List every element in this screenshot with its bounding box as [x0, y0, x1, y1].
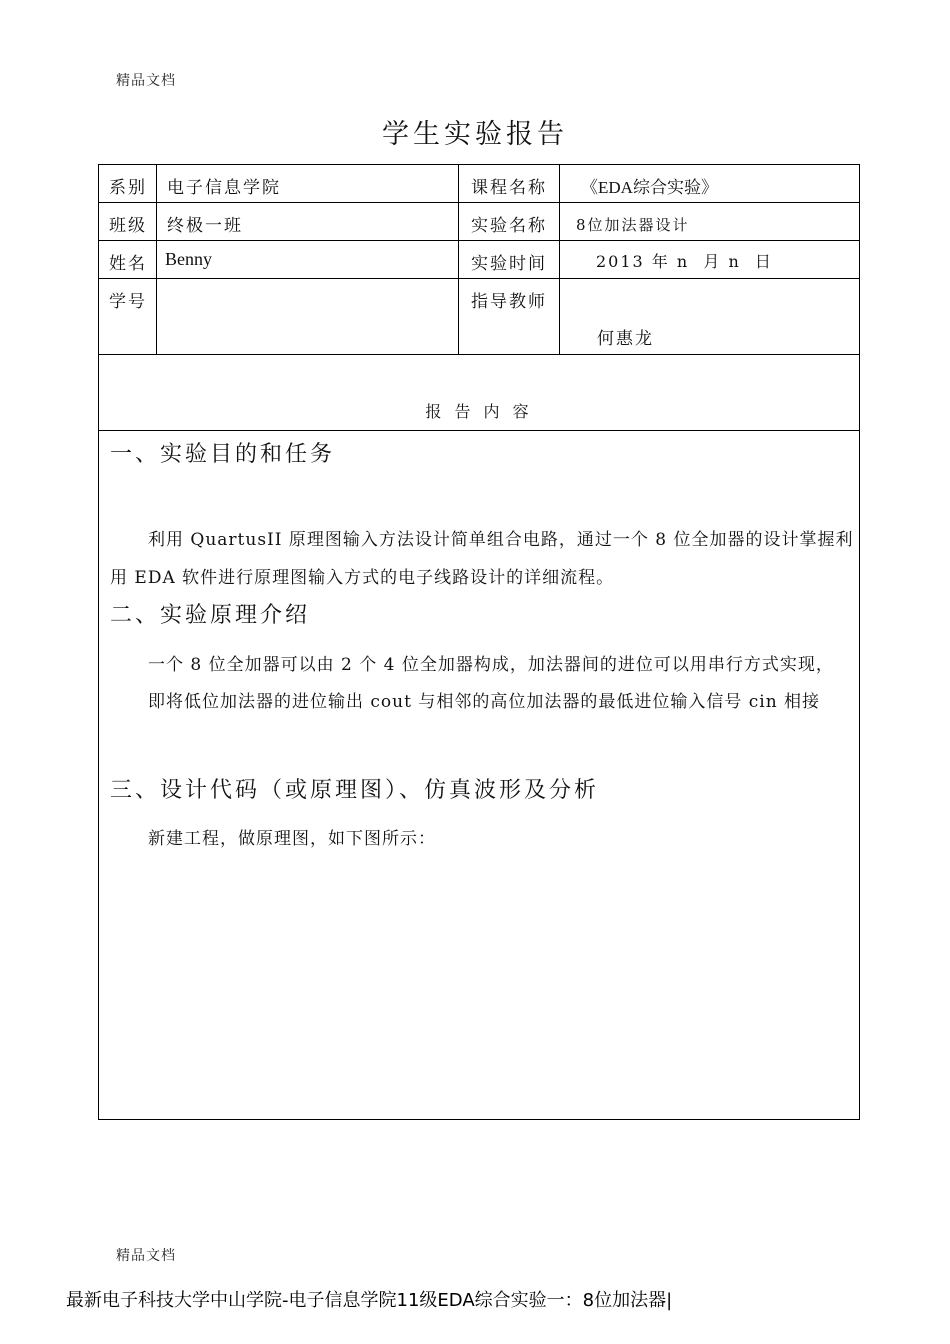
purpose-line-2: 用 EDA 软件进行原理图输入方式的电子线路设计的详细流程。	[110, 568, 615, 588]
header-watermark: 精品文档	[116, 73, 176, 89]
purpose-line-1: 利用 QuartusII 原理图输入方法设计简单组合电路，通过一个 8 位全加器的设计掌握利	[148, 530, 854, 550]
col-divider	[458, 165, 459, 354]
col-divider	[559, 165, 560, 354]
col-divider	[156, 165, 157, 354]
section-title-principle: 二、实验原理介绍	[110, 603, 311, 628]
row-divider	[99, 354, 859, 355]
principle-line-1: 一个 8 位全加器可以由 2 个 4 位全加器构成，加法器间的进位可以用串行方式实现，	[148, 655, 834, 675]
class-label: 班级	[109, 216, 147, 236]
course-label: 课程名称	[471, 178, 547, 198]
course-value: 《EDA综合实验》	[581, 178, 718, 197]
row-divider	[99, 202, 859, 203]
section-title-design: 三、设计代码（或原理图）、仿真波形及分析	[110, 778, 600, 803]
page-title: 学生实验报告	[382, 119, 568, 150]
principle-line-2: 即将低位加法器的进位输出 cout 与相邻的高位加法器的最低进位输入信号 cin 相接	[148, 692, 821, 712]
report-content-heading: 报 告 内 容	[425, 402, 533, 421]
experiment-time-label: 实验时间	[471, 254, 547, 274]
experiment-name-value: 8位加法器设计	[576, 216, 690, 234]
dept-label: 系别	[109, 178, 147, 198]
footer-watermark: 精品文档	[116, 1248, 176, 1264]
experiment-time-value: 2013 年 n 月 n 日	[596, 252, 773, 271]
design-line-1: 新建工程，做原理图，如下图所示：	[148, 829, 436, 849]
row-divider	[99, 278, 859, 279]
class-value: 终极一班	[167, 216, 243, 236]
teacher-value: 何惠龙	[597, 329, 654, 349]
student-name-label: 姓名	[109, 254, 147, 274]
student-id-label: 学号	[109, 292, 147, 312]
teacher-label: 指导教师	[471, 292, 547, 312]
experiment-name-label: 实验名称	[471, 216, 547, 236]
dept-value: 电子信息学院	[167, 178, 281, 198]
report-form	[98, 164, 860, 1120]
row-divider	[99, 430, 859, 431]
section-title-purpose: 一、实验目的和任务	[110, 442, 336, 467]
document-footer-title: 最新电子科技大学中山学院-电子信息学院11级EDA综合实验一：8位加法器|	[66, 1290, 673, 1311]
row-divider	[99, 240, 859, 241]
student-name-value: Benny	[165, 249, 212, 269]
